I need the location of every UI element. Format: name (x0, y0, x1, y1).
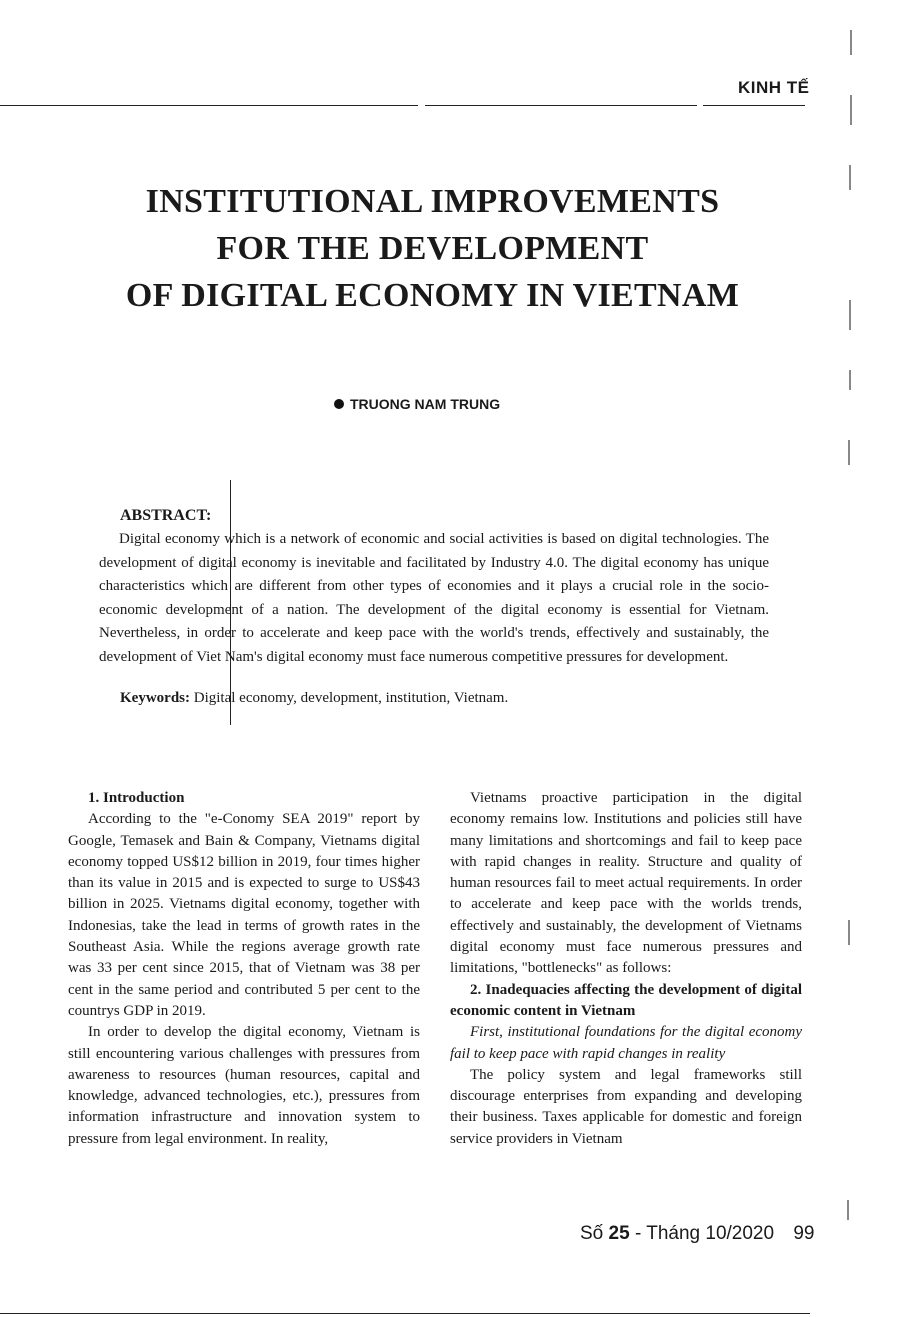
scan-edge-mark (848, 920, 850, 945)
issue-date: Tháng 10/2020 (646, 1223, 775, 1244)
scan-edge-mark (848, 440, 850, 465)
paragraph: Vietnams proactive participation in the digital economy remains low. Institutions and policies still have many limitations and shortcomings and fail to keep pace with rapid changes in reality. Structure and quality of human resources fail to meet actual requirements. In order to accelerate and keep pace with the worlds trends, effectively and sustainably, the development of Vietnams digital economy must face numerous pressures and limitations, "bottlenecks" as follows: (450, 790, 802, 977)
paragraph: The policy system and legal frameworks still discourage enterprises from expanding and developing their business. Taxes applicable for domestic and foreign service providers in Vietnam (450, 1066, 802, 1147)
scan-edge-mark (849, 165, 851, 190)
title-line: FOR THE DEVELOPMENT (216, 230, 649, 267)
body-column-left (68, 788, 420, 1150)
issue-label: Số (580, 1223, 604, 1244)
header-rule (425, 105, 697, 106)
section-heading: 1. Introduction (88, 790, 185, 806)
issue-number: 25 (608, 1223, 630, 1244)
scan-edge-mark (850, 95, 852, 125)
title-line: OF DIGITAL ECONOMY IN VIETNAM (125, 277, 740, 314)
header-rule (0, 105, 418, 106)
keywords-text: Digital economy, development, institution, Vietnam. (190, 690, 509, 706)
article-title (60, 178, 805, 319)
author-byline (334, 396, 500, 412)
abstract-text: Digital economy which is a network of economic and social activities is based on digital technologies. The development of digital economy is inevitable and facilitated by Industry 4.0. The digital economy has unique characteristics which are different from other types of economies and it plays a crucial role in the socio-economic development of a nation. The development of the digital economy is essential for Vietnam. Nevertheless, in order to accelerate and keep pace with the world's trends, effectively and sustainably, the development of Viet Nam's digital economy must face numerous competitive pressures for development. (99, 531, 769, 665)
footer-rule (0, 1313, 810, 1314)
body-column-right (450, 788, 802, 1150)
scan-edge-mark (847, 1200, 849, 1220)
title-line: INSTITUTIONAL IMPROVEMENTS (145, 183, 720, 220)
paragraph: According to the "e-Conomy SEA 2019" report by Google, Temasek and Bain & Company, Vietnams digital economy topped US$12 billion in 2019, four times higher than its value in 2015 and is expected to surge to US$43 billion in 2025. Vietnams digital economy, together with Indonesias, take the lead in terms of growth rates in the Southeast Asia. While the regions average growth rate was 33 per cent since 2015, that of Vietnam was 38 per cent in the same period and contributed 5 per cent to the countrys GDP in 2019. (68, 811, 420, 1019)
scan-edge-mark (850, 30, 852, 55)
scan-edge-mark (849, 370, 851, 390)
page-footer (580, 1223, 814, 1245)
keywords (120, 690, 508, 707)
abstract-heading: ABSTRACT: (120, 507, 212, 524)
author-name: TRUONG NAM TRUNG (350, 396, 501, 412)
paragraph: In order to develop the digital economy, Vietnam is still encountering various challenges with pressures from awareness to resources (human resources, capital and knowledge, advanced technologies, etc.), pressures from information infrastructure and innovation system to pressure from legal environment. In reality, (68, 1024, 420, 1147)
bullet-icon (334, 399, 344, 409)
section-label: KINH TẾ (738, 78, 810, 97)
keywords-label: Keywords: (120, 690, 190, 706)
footer-separator: - (629, 1223, 647, 1244)
italic-subheading: First, institutional foundations for the digital economy fail to keep pace with rapid changes in reality (450, 1024, 802, 1062)
section-heading: 2. Inadequacies affecting the development of digital economic content in Vietnam (450, 981, 802, 1019)
page-number: 99 (793, 1223, 815, 1244)
scan-edge-mark (849, 300, 851, 330)
header-rule (703, 105, 805, 106)
